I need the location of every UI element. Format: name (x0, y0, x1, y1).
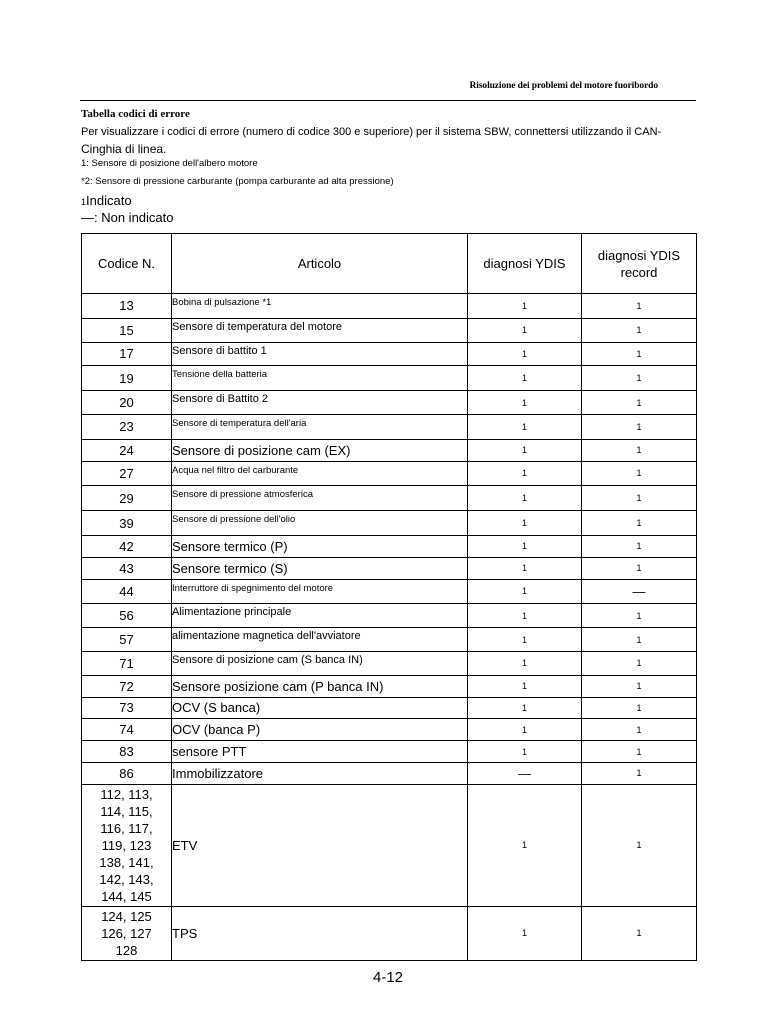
ydis-cell: 1 (468, 535, 582, 557)
article-cell: Sensore di battito 1 (172, 342, 468, 366)
ydis-cell: 1 (468, 461, 582, 486)
code-line: 144, 145 (101, 888, 152, 904)
intro-paragraph (81, 125, 696, 157)
note-1: 1: Sensore di posizione dell'albero motore (81, 158, 258, 169)
code-cell: 43 (82, 557, 172, 579)
record-cell: 1 (582, 439, 697, 461)
table-row (82, 366, 697, 391)
header-ydis: diagnosi YDIS (468, 234, 582, 294)
ydis-cell: 1 (468, 294, 582, 319)
ydis-cell: 1 (468, 342, 582, 366)
header-code: Codice N. (82, 234, 172, 294)
article-cell: OCV (S banca) (172, 697, 468, 719)
legend-not-indicated: —: Non indicato (81, 210, 174, 225)
record-cell: 1 (582, 318, 697, 342)
ydis-cell: 1 (468, 318, 582, 342)
section-title: Tabella codici di errore (81, 108, 190, 120)
table-row (82, 651, 697, 675)
code-cell: 44 (82, 579, 172, 604)
code-cell: 57 (82, 628, 172, 652)
legend-indicated (81, 193, 132, 208)
table-row (82, 535, 697, 557)
code-cell: 42 (82, 535, 172, 557)
table-row (82, 318, 697, 342)
ydis-cell: 1 (468, 628, 582, 652)
ydis-cell: 1 (468, 906, 582, 960)
ydis-cell: 1 (468, 414, 582, 439)
record-cell: 1 (582, 486, 697, 511)
code-cell (82, 906, 172, 960)
code-cell (82, 784, 172, 906)
ydis-cell: 1 (468, 579, 582, 604)
table-row (82, 391, 697, 415)
note-2: *2: Sensore di pressione carburante (pompa carburante ad alta pressione) (81, 176, 394, 187)
article-cell: Sensore termico (P) (172, 535, 468, 557)
ydis-cell: 1 (468, 697, 582, 719)
table-row (82, 439, 697, 461)
article-cell: OCV (banca P) (172, 719, 468, 741)
table-row (82, 557, 697, 579)
record-cell: 1 (582, 762, 697, 784)
ydis-cell: 1 (468, 511, 582, 536)
ydis-cell: 1 (468, 486, 582, 511)
code-cell: 24 (82, 439, 172, 461)
table-row (82, 719, 697, 741)
record-cell: 1 (582, 414, 697, 439)
ydis-cell: 1 (468, 719, 582, 741)
record-cell: 1 (582, 784, 697, 906)
record-cell: 1 (582, 366, 697, 391)
article-cell: Sensore di pressione atmosferica (172, 486, 468, 511)
article-cell: Bobina di pulsazione *1 (172, 294, 468, 319)
ydis-cell: 1 (468, 366, 582, 391)
code-line: 119, 123 (101, 837, 152, 853)
table-row (82, 579, 697, 604)
table-row (82, 675, 697, 697)
article-cell: Sensore posizione cam (P banca IN) (172, 675, 468, 697)
article-cell: Sensore di temperatura dell'aria (172, 414, 468, 439)
article-cell: Alimentazione principale (172, 604, 468, 628)
running-header: Risoluzione dei problemi del motore fuoribordo (469, 81, 658, 91)
code-cell: 72 (82, 675, 172, 697)
article-cell: Acqua nel filtro del carburante (172, 461, 468, 486)
article-cell: Immobilizzatore (172, 762, 468, 784)
code-line: 116, 117, (100, 820, 153, 836)
table-header-row (82, 234, 697, 294)
article-cell: Sensore di posizione cam (EX) (172, 439, 468, 461)
record-cell: 1 (582, 535, 697, 557)
table-row (82, 486, 697, 511)
ydis-cell: 1 (468, 391, 582, 415)
table-row-etv (82, 784, 697, 906)
table-row (82, 741, 697, 763)
table-row (82, 762, 697, 784)
legend-indicated-mark: 1 (81, 197, 87, 207)
code-cell: 15 (82, 318, 172, 342)
record-cell: 1 (582, 719, 697, 741)
record-cell: 1 (582, 294, 697, 319)
header-record (582, 234, 697, 294)
record-cell: 1 (582, 557, 697, 579)
article-cell: Sensore di posizione cam (S banca IN) (172, 651, 468, 675)
record-cell: 1 (582, 604, 697, 628)
article-cell: Sensore di temperatura del motore (172, 318, 468, 342)
code-line: 142, 143, (99, 871, 154, 887)
table-row (82, 604, 697, 628)
table-row (82, 414, 697, 439)
code-line: 124, 125 (101, 908, 152, 924)
code-cell: 73 (82, 697, 172, 719)
ydis-cell: 1 (468, 439, 582, 461)
record-cell: 1 (582, 651, 697, 675)
ydis-cell: 1 (468, 557, 582, 579)
table-row (82, 342, 697, 366)
code-line: 114, 115, (100, 803, 153, 819)
code-cell: 56 (82, 604, 172, 628)
table-row (82, 628, 697, 652)
article-cell: Sensore di pressione dell'olio (172, 511, 468, 536)
record-cell: 1 (582, 391, 697, 415)
code-cell: 86 (82, 762, 172, 784)
code-cell: 39 (82, 511, 172, 536)
page-number: 4-12 (372, 969, 404, 986)
code-cell: 17 (82, 342, 172, 366)
code-cell: 71 (82, 651, 172, 675)
header-record-line-1: diagnosi YDIS (597, 247, 681, 263)
article-cell: alimentazione magnetica dell'avviatore (172, 628, 468, 652)
article-cell: sensore PTT (172, 741, 468, 763)
record-cell: 1 (582, 511, 697, 536)
code-cell: 13 (82, 294, 172, 319)
record-cell: — (582, 579, 697, 604)
code-line: 128 (115, 942, 138, 958)
error-code-table (81, 233, 697, 961)
ydis-cell: — (468, 762, 582, 784)
header-article: Articolo (172, 234, 468, 294)
table-row (82, 697, 697, 719)
code-cell: 19 (82, 366, 172, 391)
legend-indicated-label: Indicato (86, 193, 132, 208)
code-cell: 83 (82, 741, 172, 763)
record-cell: 1 (582, 342, 697, 366)
record-cell: 1 (582, 906, 697, 960)
article-cell: Interruttore di spegnimento del motore (172, 579, 468, 604)
header-rule (80, 100, 696, 101)
record-cell: 1 (582, 697, 697, 719)
article-cell: Tensione della batteria (172, 366, 468, 391)
table-row (82, 294, 697, 319)
ydis-cell: 1 (468, 741, 582, 763)
article-cell: ETV (172, 784, 468, 906)
ydis-cell: 1 (468, 651, 582, 675)
code-cell: 20 (82, 391, 172, 415)
table-row (82, 461, 697, 486)
ydis-cell: 1 (468, 675, 582, 697)
intro-line-2: Cinghia di linea. (81, 142, 167, 156)
article-cell: TPS (172, 906, 468, 960)
article-cell: Sensore termico (S) (172, 557, 468, 579)
ydis-cell: 1 (468, 784, 582, 906)
code-line: 112, 113, (100, 786, 153, 802)
code-line: 138, 141, (99, 854, 154, 870)
header-record-line-2: record (620, 264, 658, 280)
record-cell: 1 (582, 628, 697, 652)
code-line: 126, 127 (101, 925, 152, 941)
table-row (82, 511, 697, 536)
record-cell: 1 (582, 461, 697, 486)
code-cell: 74 (82, 719, 172, 741)
code-cell: 27 (82, 461, 172, 486)
code-cell: 29 (82, 486, 172, 511)
code-cell: 23 (82, 414, 172, 439)
article-cell: Sensore di Battito 2 (172, 391, 468, 415)
ydis-cell: 1 (468, 604, 582, 628)
table-row-tps (82, 906, 697, 960)
record-cell: 1 (582, 675, 697, 697)
record-cell: 1 (582, 741, 697, 763)
intro-line-1: Per visualizzare i codici di errore (numero di codice 300 e superiore) per il sistema SBW, connettersi utilizzando il CAN- (81, 126, 662, 138)
